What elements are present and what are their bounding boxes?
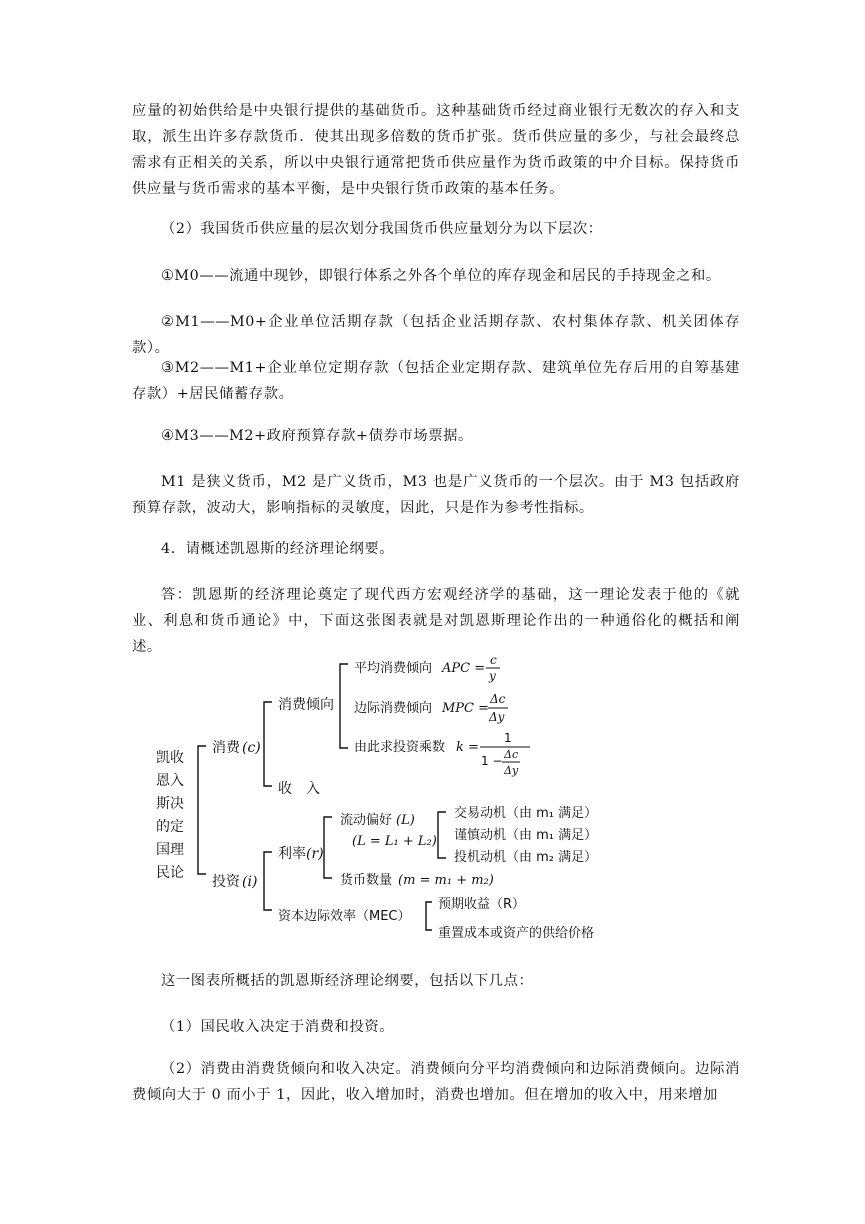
consumption-label: 消费 [212,740,240,756]
transaction-motive: 交易动机（由 m₁ 满足） [454,806,598,821]
summary-intro: 这一图表所概括的凯恩斯经济理论纲要，包括以下几点： [161,973,534,989]
paragraph-narrow-broad-money: M1 是狭义货币，M2 是广义货币，M3 也是广义货币的一个层次。由于 M3 包括政府预算存款，波动大，影响指标的灵敏度，因此，只是作为参考性指标。 [132,474,740,516]
summary-point-1: （1）国民收入决定于消费和投资。 [161,1019,395,1035]
apc-numerator: c [490,653,497,667]
root-line-3: 斯决 [156,796,184,812]
root-line-2: 恩入 [156,773,184,789]
mpc-denominator: Δy [489,710,505,724]
replacement-cost: 重置成本或资产的供给价格 [438,926,595,941]
root-line-1: 凯收 [156,750,184,766]
liquidity-equation: (L = L₁ + L₂) [352,834,437,849]
income-label: 收 入 [278,781,320,797]
liquidity-symbol: (L) [396,813,415,828]
multiplier-denominator-left: 1 − [481,754,503,768]
propensity-label: 消费倾向 [278,697,334,713]
mec-label: 资本边际效率（MEC） [278,909,411,924]
apc-label: 平均消费倾向 [354,661,433,676]
multiplier-label: 由此求投资乘数 [354,740,446,755]
expected-yield: 预期收益（R） [438,897,526,912]
multiplier-inner-numerator: Δc [504,748,519,761]
keynes-theory-diagram [140,652,630,950]
paragraph-m0: ①M0——流通中现钞，即银行体系之外各个单位的库存现金和居民的手持现金之和。 [161,268,721,284]
question-keynes: 4．请概述凯恩斯的经济理论纲要。 [161,541,395,557]
paragraph-m3: ④M3——M2+政府预算存款+债券市场票据。 [161,428,473,444]
multiplier-equation: k = [456,740,479,755]
root-line-5: 国理 [156,842,184,858]
interest-label: 利率 [278,846,306,862]
money-quantity-equation: (m = m₁ + m₂) [398,873,494,888]
mpc-numerator: Δc [490,692,506,706]
consumption-symbol: (c) [242,740,261,756]
paragraph-m2: ③M2——M1+企业单位定期存款（包括企业定期存款、建筑单位先存后用的自筹基建存款）+居民储蓄存款。 [132,360,740,402]
root-line-4: 的定 [156,819,184,835]
answer-keynes: 答：凯恩斯的经济理论奠定了现代西方宏观经济学的基础，这一理论发表于他的《就业、利息和货币通论》中，下面这张图表就是对凯恩斯理论作出的一种通俗化的概括和阐述。 [132,587,740,655]
precautionary-motive: 谨慎动机（由 m₁ 满足） [454,828,598,843]
summary-point-2: （2）消费由消费货倾向和收入决定。消费倾向分平均消费倾向和边际消费倾向。边际消费倾向大于 0 而小于 1，因此，收入增加时，消费也增加。但在增加的收入中，用来增加 [132,1061,740,1103]
paragraph-money-levels-intro: （2）我国货币供应量的层次划分我国货币供应量划分为以下层次： [161,221,603,237]
investment-label: 投资 [212,874,240,890]
mpc-equation: MPC = [442,701,490,716]
multiplier-inner-denominator: Δy [504,764,519,777]
paragraph-money-supply: 应量的初始供给是中央银行提供的基础货币。这种基础货币经过商业银行无数次的存入和支取，派生出许多存款货币．使其出现多倍数的货币扩张。货币供应量的多少，与社会最终总需求有正相关的关系，所以中央银行通常把货币供应量作为货币政策的中介目标。保持货币供应量与货币需求的基本平衡，是中央银行货币政策的基本任务。 [132,103,740,197]
paragraph-m1: ②M1——M0+企业单位活期存款（包括企业活期存款、农村集体存款、机关团体存款）。 [132,314,740,356]
root-line-6: 民论 [156,865,184,881]
investment-symbol: (i) [242,874,258,890]
liquidity-label: 流动偏好 [340,813,393,828]
apc-equation: APC = [442,661,486,676]
interest-symbol: (r) [306,846,324,862]
mpc-label: 边际消费倾向 [354,701,433,716]
apc-denominator: y [489,669,496,683]
money-quantity-label: 货币数量 [340,873,393,888]
multiplier-numerator: 1 [504,731,512,745]
speculative-motive: 投机动机（由 m₂ 满足） [454,850,598,865]
